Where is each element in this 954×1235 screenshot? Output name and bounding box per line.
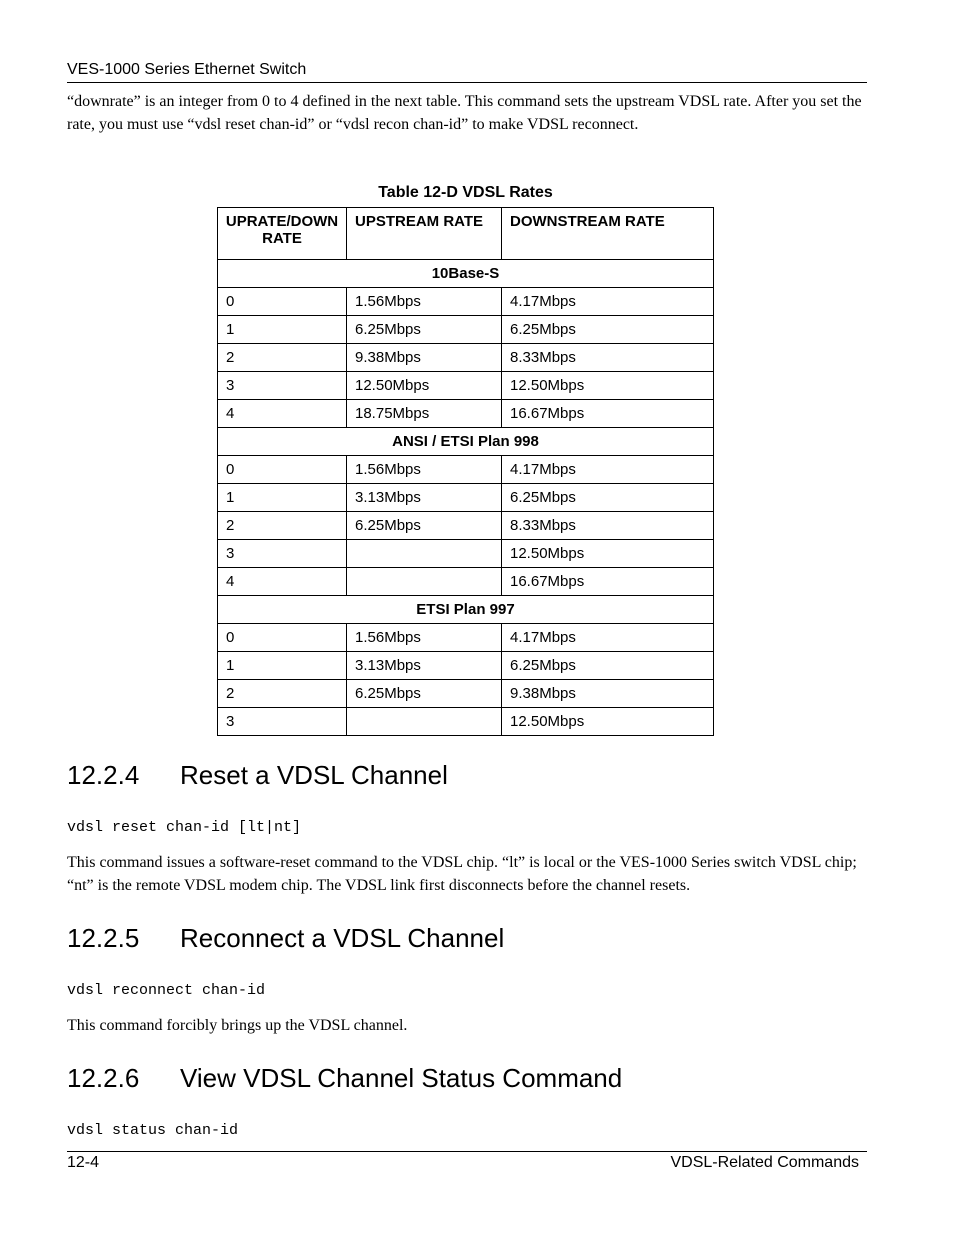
- table-cell: 3: [218, 372, 347, 400]
- header-rule: [67, 82, 867, 83]
- section-heading-reconnect: [67, 923, 504, 954]
- table-cell: [347, 568, 502, 596]
- table-row: [218, 316, 714, 344]
- section-title: 10Base-S: [218, 260, 714, 288]
- section-title: Reset a VDSL Channel: [180, 760, 448, 790]
- table-cell: 4: [218, 568, 347, 596]
- table-cell: 4.17Mbps: [502, 288, 714, 316]
- column-header: DOWNSTREAM RATE: [502, 208, 714, 260]
- table-header-row: [218, 208, 714, 260]
- table-cell: 4: [218, 400, 347, 428]
- section-number: 12.2.4: [67, 760, 140, 790]
- section-heading-status: [67, 1063, 622, 1094]
- table-cell: 12.50Mbps: [502, 708, 714, 736]
- table-row: [218, 540, 714, 568]
- table-cell: 1.56Mbps: [347, 624, 502, 652]
- table-cell: 3.13Mbps: [347, 652, 502, 680]
- table-cell: 6.25Mbps: [502, 484, 714, 512]
- section-title: ANSI / ETSI Plan 998: [218, 428, 714, 456]
- chapter-title: VDSL-Related Commands: [670, 1154, 859, 1171]
- table-cell: 4.17Mbps: [502, 456, 714, 484]
- command-syntax-status: vdsl status chan-id: [67, 1122, 239, 1139]
- table-cell: [347, 708, 502, 736]
- section-row: [218, 428, 714, 456]
- column-header: UPRATE/DOWN RATE: [218, 208, 347, 260]
- table-row: [218, 372, 714, 400]
- table-cell: [347, 540, 502, 568]
- section-row: [218, 260, 714, 288]
- table-cell: 12.50Mbps: [502, 540, 714, 568]
- table-cell: 12.50Mbps: [347, 372, 502, 400]
- table-cell: 1: [218, 316, 347, 344]
- table-row: [218, 680, 714, 708]
- table-cell: 0: [218, 288, 347, 316]
- reset-description: This command issues a software-reset command to the VDSL chip. “lt” is local or the VES-1000 Series switch VDSL chip; “nt” is the remote VDSL modem chip. The VDSL link first disconnects before the channel resets.: [67, 854, 857, 894]
- table-cell: 1.56Mbps: [347, 456, 502, 484]
- page-number: 12-4: [67, 1154, 100, 1171]
- vdsl-rates-table: [217, 207, 714, 736]
- table-cell: 6.25Mbps: [347, 680, 502, 708]
- table-cell: 6.25Mbps: [347, 512, 502, 540]
- table-row: [218, 708, 714, 736]
- table-cell: 9.38Mbps: [502, 680, 714, 708]
- section-number: 12.2.6: [67, 1063, 140, 1093]
- table-row: [218, 344, 714, 372]
- table-caption: Table 12-D VDSL Rates: [378, 184, 553, 201]
- table-cell: 9.38Mbps: [347, 344, 502, 372]
- section-title: Reconnect a VDSL Channel: [180, 923, 505, 953]
- table-cell: 6.25Mbps: [502, 316, 714, 344]
- table-cell: 8.33Mbps: [502, 344, 714, 372]
- table-cell: 1.56Mbps: [347, 288, 502, 316]
- table-cell: 1: [218, 652, 347, 680]
- column-header: UPSTREAM RATE: [347, 208, 502, 260]
- table-cell: 3: [218, 708, 347, 736]
- command-syntax-reconnect: vdsl reconnect chan-id: [67, 982, 266, 999]
- table-row: [218, 624, 714, 652]
- command-syntax-reset: vdsl reset chan-id [lt|nt]: [67, 819, 302, 836]
- table-cell: 2: [218, 512, 347, 540]
- table-cell: 6.25Mbps: [502, 652, 714, 680]
- table-cell: 0: [218, 456, 347, 484]
- table-cell: 4.17Mbps: [502, 624, 714, 652]
- table-cell: 12.50Mbps: [502, 372, 714, 400]
- running-header: VES-1000 Series Ethernet Switch: [67, 61, 307, 78]
- table-cell: 16.67Mbps: [502, 568, 714, 596]
- table-cell: 3.13Mbps: [347, 484, 502, 512]
- footer-rule: [67, 1151, 867, 1152]
- table-cell: 16.67Mbps: [502, 400, 714, 428]
- table-cell: 3: [218, 540, 347, 568]
- table-row: [218, 288, 714, 316]
- reconnect-description: This command forcibly brings up the VDSL channel.: [67, 1017, 408, 1034]
- table-cell: 6.25Mbps: [347, 316, 502, 344]
- table-cell: 2: [218, 680, 347, 708]
- table-row: [218, 484, 714, 512]
- section-row: [218, 596, 714, 624]
- table-cell: 2: [218, 344, 347, 372]
- table-row: [218, 652, 714, 680]
- table-row: [218, 512, 714, 540]
- table-row: [218, 568, 714, 596]
- table-cell: 0: [218, 624, 347, 652]
- intro-paragraph: “downrate” is an integer from 0 to 4 defined in the next table. This command sets the upstream VDSL rate. After you set the rate, you must use “vdsl reset chan-id” or “vdsl recon chan-id” to make VDSL reconnect.: [67, 93, 862, 133]
- table-cell: 18.75Mbps: [347, 400, 502, 428]
- section-title: View VDSL Channel Status Command: [180, 1063, 623, 1093]
- section-title: ETSI Plan 997: [218, 596, 714, 624]
- section-heading-reset: [67, 760, 448, 791]
- table-cell: 8.33Mbps: [502, 512, 714, 540]
- table-row: [218, 400, 714, 428]
- table-cell: 1: [218, 484, 347, 512]
- table-row: [218, 456, 714, 484]
- section-number: 12.2.5: [67, 923, 140, 953]
